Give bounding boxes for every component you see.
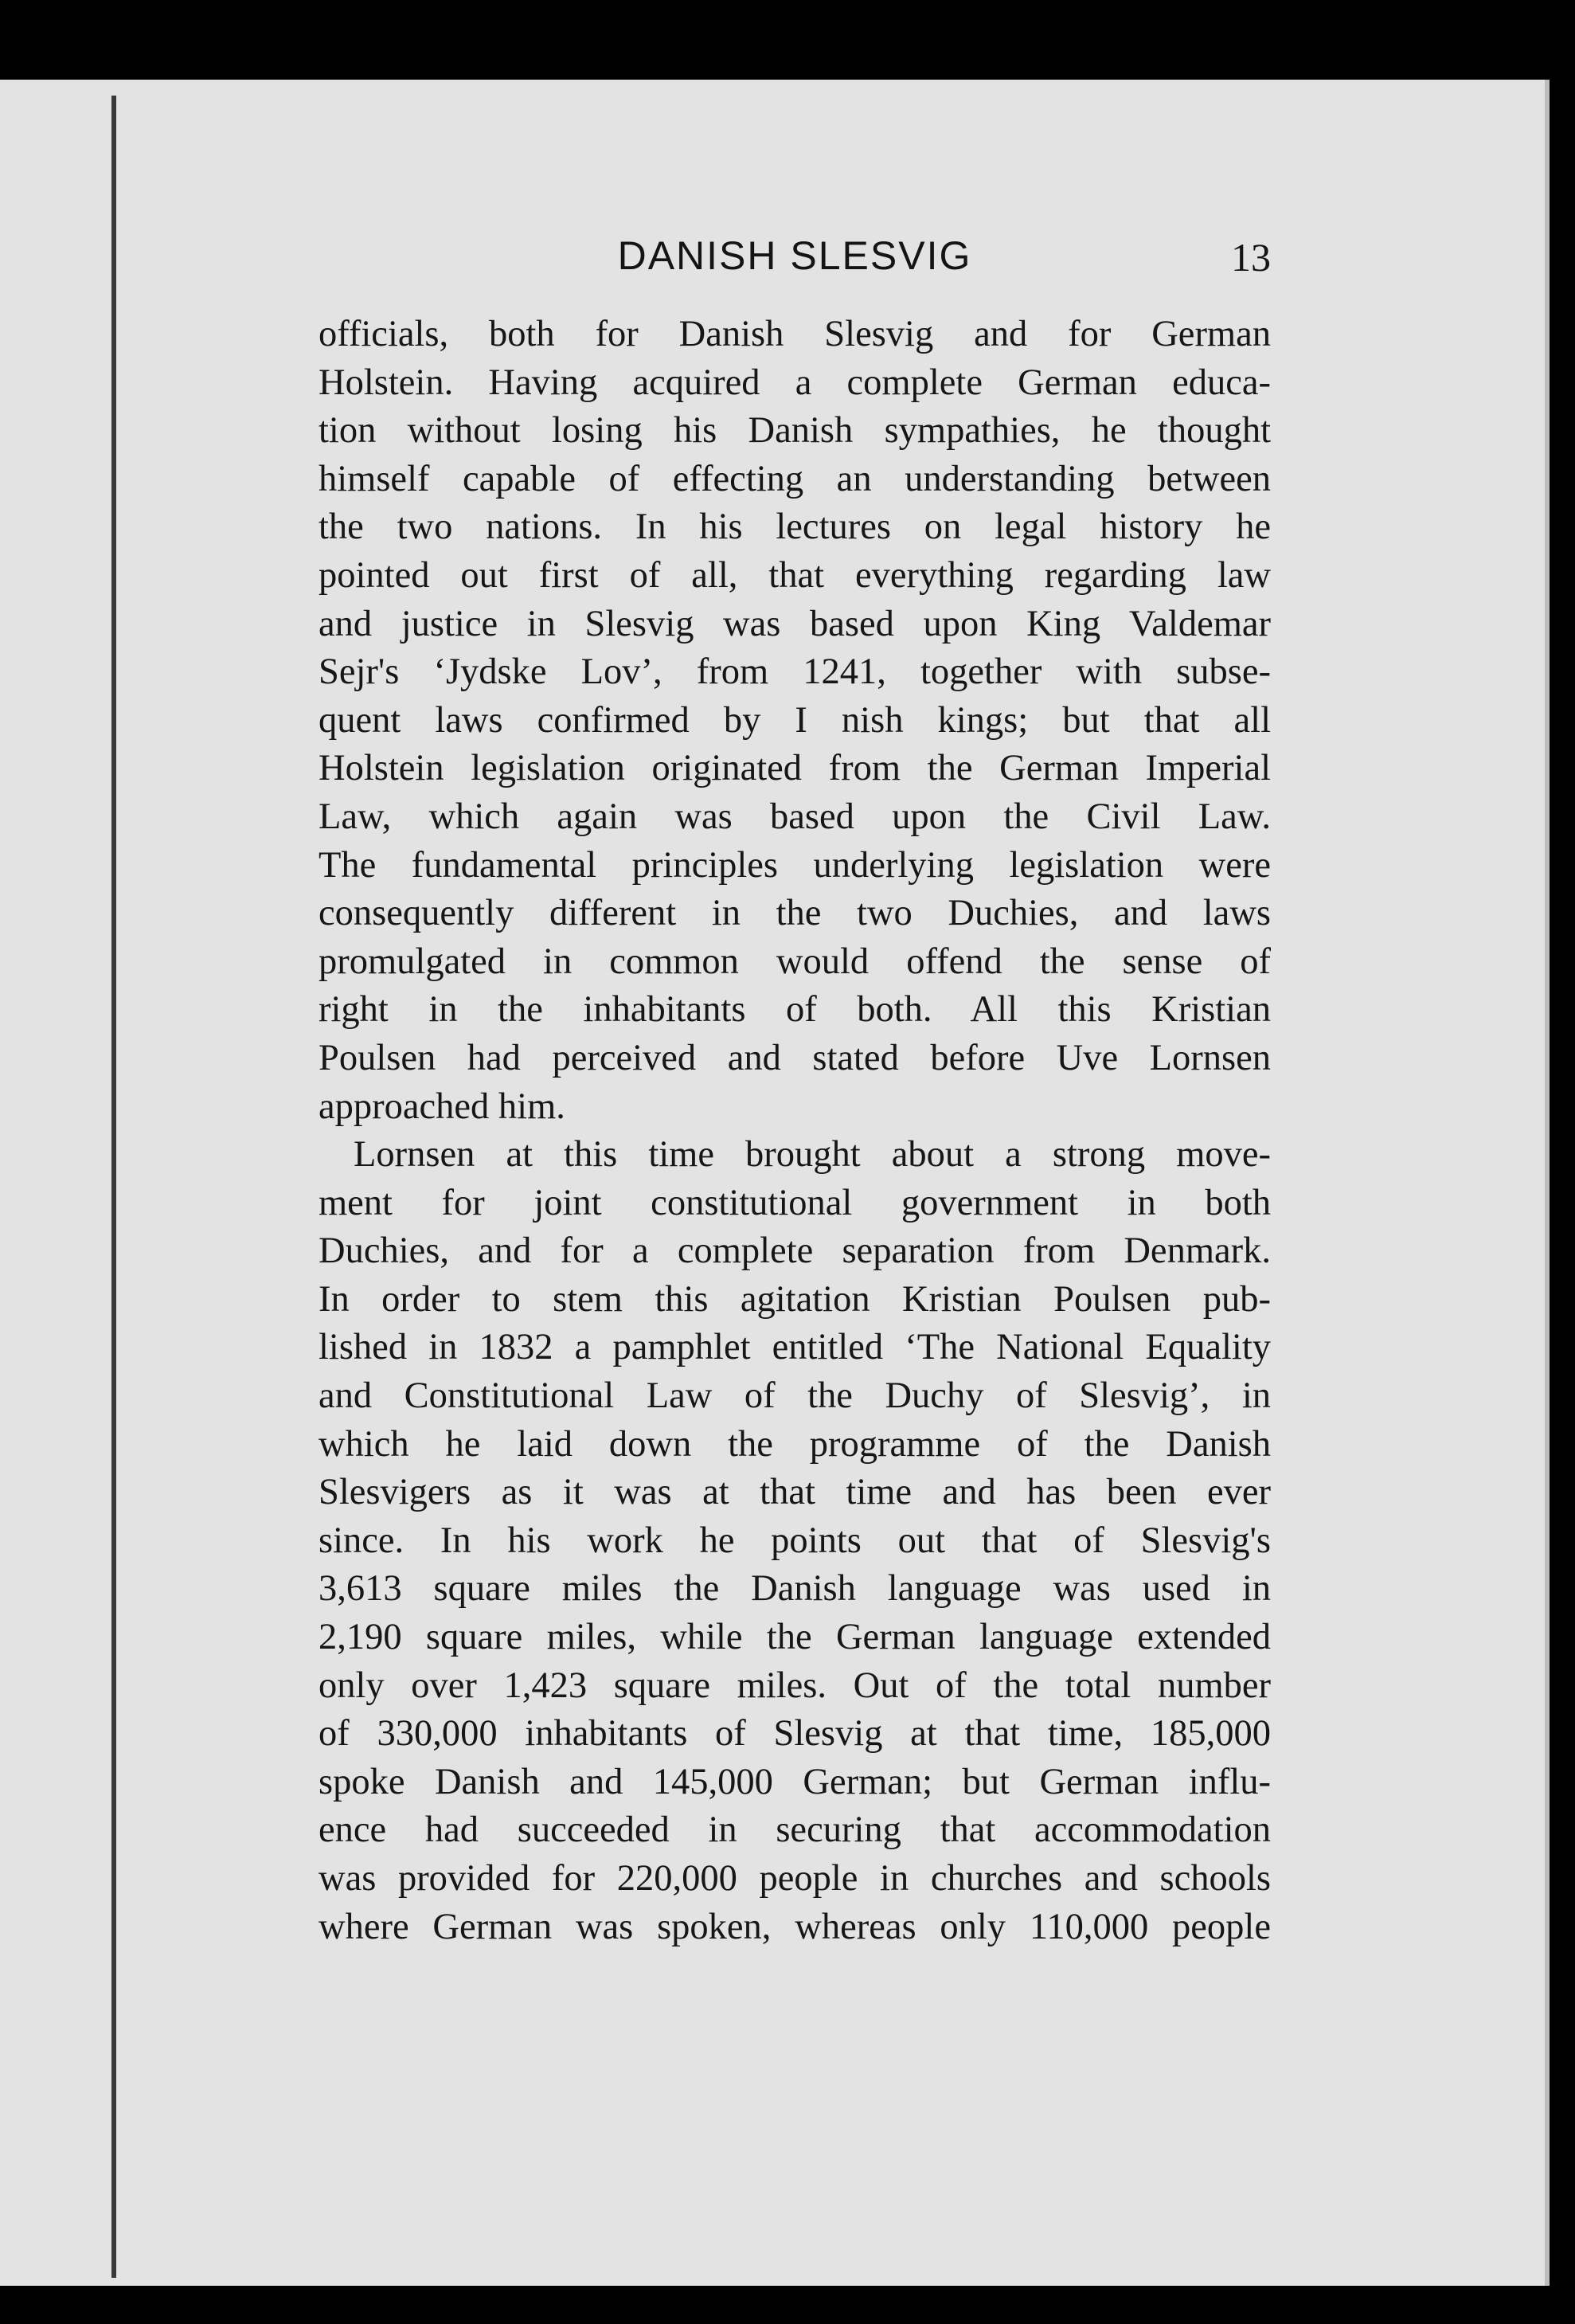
body-text — [319, 311, 1271, 2007]
text-line: of 330,000 inhabitants of Slesvig at that time, 185,000 — [319, 1713, 1271, 1755]
page-right-edge — [1545, 80, 1550, 2286]
text-line: lished in 1832 a pamphlet entitled ‘The National Equality — [319, 1327, 1271, 1368]
text-line: only over 1,423 square miles. Out of the total number — [319, 1665, 1271, 1706]
text-line: and Constitutional Law of the Duchy of Slesvig’, in — [319, 1375, 1271, 1417]
text-line: Lornsen at this time brought about a strong move- — [354, 1134, 1271, 1176]
text-line: himself capable of effecting an understanding between — [319, 458, 1271, 499]
text-line: was provided for 220,000 people in churches and schools — [319, 1858, 1271, 1899]
text-line: Law, which again was based upon the Civil Law. — [319, 796, 1271, 837]
text-line: Holstein. Having acquired a complete German educa- — [319, 362, 1271, 403]
text-line: and justice in Slesvig was based upon King Valdemar — [319, 603, 1271, 644]
text-line: right in the inhabitants of both. All this Kristian — [319, 989, 1271, 1031]
text-line: The fundamental principles underlying legislation were — [319, 844, 1271, 886]
text-line: 3,613 square miles the Danish language was used in — [319, 1568, 1271, 1610]
text-line: pointed out first of all, that everything regarding law — [319, 554, 1271, 596]
text-line: the two nations. In his lectures on legal history he — [319, 507, 1271, 548]
text-line: Poulsen had perceived and stated before Uve Lornsen — [319, 1037, 1271, 1078]
text-line: 2,190 square miles, while the German language extended — [319, 1617, 1271, 1658]
text-line: Duchies, and for a complete separation from Denmark. — [319, 1230, 1271, 1272]
text-line: approached him. — [319, 1086, 565, 1127]
text-line: In order to stem this agitation Kristian Poulsen pub- — [319, 1278, 1271, 1320]
text-line: spoke Danish and 145,000 German; but German influ- — [319, 1761, 1271, 1802]
text-line: where German was spoken, whereas only 110,000 people — [319, 1906, 1271, 1947]
text-line: Slesvigers as it was at that time and has been ever — [319, 1472, 1271, 1513]
text-line: consequently different in the two Duchies, and laws — [319, 893, 1271, 934]
text-line: ence had succeeded in securing that accommodation — [319, 1810, 1271, 1851]
running-title: DANISH SLESVIG — [617, 233, 972, 278]
text-line: tion without losing his Danish sympathies, he thought — [319, 410, 1271, 452]
page-header — [319, 233, 1271, 288]
text-line: since. In his work he points out that of Slesvig's — [319, 1520, 1271, 1561]
text-line: officials, both for Danish Slesvig and for German — [319, 314, 1271, 354]
page-number: 13 — [1231, 235, 1271, 280]
text-line: quent laws confirmed by I nish kings; but that all — [319, 699, 1271, 741]
text-line: Sejr's ‘Jydske Lov’, from 1241, together with subse- — [319, 651, 1271, 693]
text-line: which he laid down the programme of the Danish — [319, 1423, 1271, 1465]
text-line: promulgated in common would offend the sense of — [319, 941, 1271, 982]
text-line: Holstein legislation originated from the German Imperial — [319, 748, 1271, 789]
text-line: ment for joint constitutional government in both — [319, 1182, 1271, 1223]
page-binding-edge — [111, 96, 116, 2278]
